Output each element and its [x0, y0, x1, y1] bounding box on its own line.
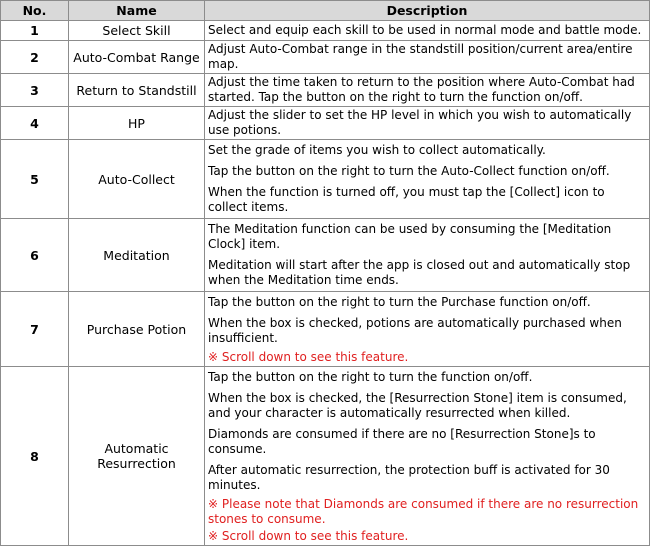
- row-name: Purchase Potion: [69, 292, 205, 367]
- header-no: No.: [1, 1, 69, 21]
- row-number: 7: [1, 292, 69, 367]
- table-row: [1, 41, 650, 74]
- row-number: 2: [1, 41, 69, 74]
- description-line: Tap the button on the right to turn the function on/off.: [208, 370, 533, 384]
- description-line: When the box is checked, the [Resurrection Stone] item is consumed, and your character is automatically resurrected when killed.: [208, 391, 627, 420]
- row-description: [205, 292, 650, 367]
- description-line: After automatic resurrection, the protection buff is activated for 30 minutes.: [208, 463, 610, 492]
- row-number: 1: [1, 21, 69, 41]
- row-number: 4: [1, 107, 69, 140]
- description-line: Adjust the time taken to return to the position where Auto-Combat had started. Tap the button on the right to turn the function on/off.: [208, 75, 635, 104]
- table-row: [1, 21, 650, 41]
- description-line: Tap the button on the right to turn the Purchase function on/off.: [208, 295, 591, 309]
- description-line: Adjust Auto-Combat range in the standstill position/current area/entire map.: [208, 42, 633, 71]
- description-line: Tap the button on the right to turn the Auto-Collect function on/off.: [208, 164, 610, 178]
- header-name: Name: [69, 1, 205, 21]
- header-row: [1, 1, 650, 21]
- description-line: Adjust the slider to set the HP level in which you wish to automatically use potions.: [208, 108, 632, 137]
- row-description: [205, 41, 650, 74]
- warning-note: ※ Scroll down to see this feature.: [208, 529, 409, 543]
- row-number: 3: [1, 74, 69, 107]
- row-name: Meditation: [69, 219, 205, 292]
- description-line: When the box is checked, potions are automatically purchased when insufficient.: [208, 316, 622, 345]
- row-name: Return to Standstill: [69, 74, 205, 107]
- row-name: Automatic Resurrection: [69, 367, 205, 546]
- header-description: Description: [205, 1, 650, 21]
- row-description: [205, 21, 650, 41]
- table-row: [1, 74, 650, 107]
- description-line: Diamonds are consumed if there are no [Resurrection Stone]s to consume.: [208, 427, 596, 456]
- table-row: [1, 219, 650, 292]
- description-line: Meditation will start after the app is closed out and automatically stop when the Meditation time ends.: [208, 258, 631, 287]
- description-line: The Meditation function can be used by consuming the [Meditation Clock] item.: [208, 222, 612, 251]
- row-name: Select Skill: [69, 21, 205, 41]
- description-line: When the function is turned off, you must tap the [Collect] icon to collect items.: [208, 185, 605, 214]
- description-line: Select and equip each skill to be used in normal mode and battle mode.: [208, 23, 642, 37]
- row-name: Auto-Collect: [69, 140, 205, 219]
- row-name: Auto-Combat Range: [69, 41, 205, 74]
- row-description: [205, 74, 650, 107]
- description-line: Set the grade of items you wish to collect automatically.: [208, 143, 546, 157]
- row-description: [205, 367, 650, 546]
- table-row: [1, 367, 650, 546]
- row-number: 8: [1, 367, 69, 546]
- table-row: [1, 292, 650, 367]
- row-number: 6: [1, 219, 69, 292]
- row-number: 5: [1, 140, 69, 219]
- warning-note: ※ Please note that Diamonds are consumed if there are no resurrection stones to consume.: [208, 497, 639, 526]
- table-row: [1, 140, 650, 219]
- row-description: [205, 107, 650, 140]
- warning-note: ※ Scroll down to see this feature.: [208, 350, 409, 364]
- table-row: [1, 107, 650, 140]
- row-description: [205, 140, 650, 219]
- row-name: HP: [69, 107, 205, 140]
- row-description: [205, 219, 650, 292]
